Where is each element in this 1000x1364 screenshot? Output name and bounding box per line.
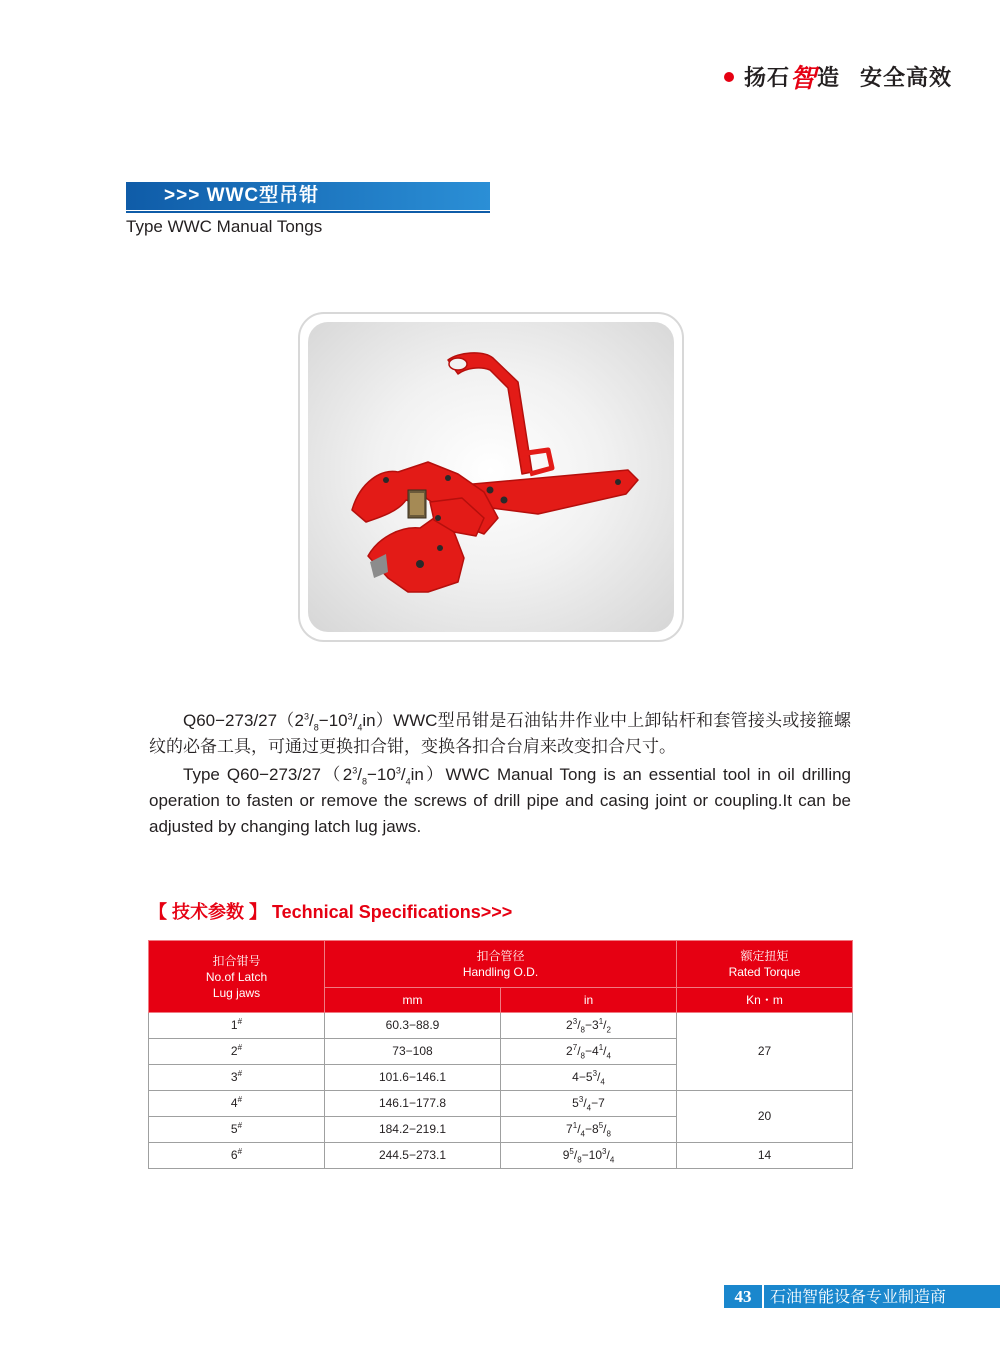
latch-no-cell: 6# [149, 1143, 325, 1169]
od-in-cell: $9^5/_8-10^3/_4$ [501, 1143, 677, 1169]
description-english: Type $Q60-273/27(2^3/_8-10^3/_4in)WWC$ Manual Tong is an essential tool in oil drilling operation to fasten or remove the screws of drill pipe and casing joint or coupling.It can be adjusted by changing latch lug jaws. [149, 765, 852, 836]
table-row [149, 1143, 853, 1169]
product-photo-frame [298, 312, 684, 642]
od-mm-cell: 73−108 [325, 1039, 501, 1065]
od-mm-cell: 146.1−177.8 [325, 1091, 501, 1117]
page-footer [724, 1285, 1000, 1308]
table-row [149, 1091, 853, 1117]
col-torque-header: 额定扭矩 Rated Torque [677, 941, 853, 988]
latch-no-cell: 4# [149, 1091, 325, 1117]
page-number: 43 [734, 1287, 752, 1306]
slogan-highlight: 智 [789, 63, 817, 93]
od-mm-cell: 244.5−273.1 [325, 1143, 501, 1169]
section-subtitle: Type WWC Manual Tongs [126, 217, 323, 236]
specs-heading: 【 技术参数 】 Technical Specifications>>> [149, 902, 513, 922]
od-in-cell: $2^3/_8-3^1/_2$ [501, 1013, 677, 1039]
col-mm-unit: mm [325, 988, 501, 1013]
od-mm-cell: 101.6−146.1 [325, 1065, 501, 1091]
latch-no-cell: 5# [149, 1117, 325, 1143]
od-in-cell: $2^7/_8-4^1/_4$ [501, 1039, 677, 1065]
torque-cell: 14 [677, 1143, 853, 1169]
od-mm-cell: 184.2−219.1 [325, 1117, 501, 1143]
description-chinese: $Q60-273/27(2^3/_8-10^3/_4in)WWC$型吊钳是石油钻井作业中上卸钻杆和套管接头或接箍螺纹的必备工具，可通过更换扣合钳，变换各扣合台肩来改变扣合尺寸。 [149, 711, 851, 756]
torque-cell: 20 [677, 1091, 853, 1143]
product-photo [308, 322, 674, 632]
latch-no-cell: 2# [149, 1039, 325, 1065]
col-od-header: 扣合管径 Handling O.D. [325, 941, 677, 988]
col-latch-header: 扣合钳号 No.of Latch Lug jaws [149, 941, 325, 1013]
od-in-cell: $7^1/_4-8^5/_8$ [501, 1117, 677, 1143]
od-in-cell: $5^3/_4-7$ [501, 1091, 677, 1117]
slogan-part2: 造 [816, 65, 840, 90]
bullet-dot-icon [724, 72, 734, 82]
latch-no-cell: 3# [149, 1065, 325, 1091]
table-row [149, 1013, 853, 1039]
manual-tong-photo-icon [308, 322, 674, 632]
header-slogan [724, 58, 952, 95]
col-in-unit: in [501, 988, 677, 1013]
slogan-part3: 安全高效 [859, 65, 952, 90]
slogan-part1: 扬石 [743, 65, 790, 90]
specs-table [148, 940, 853, 1169]
od-in-cell: $4-5^3/_4$ [501, 1065, 677, 1091]
torque-cell: 27 [677, 1013, 853, 1091]
section-title-bar: >>> WWC型吊钳 [126, 182, 490, 210]
footer-text: 石油智能设备专业制造商 [770, 1289, 947, 1306]
latch-no-cell: 1# [149, 1013, 325, 1039]
od-mm-cell: 60.3−88.9 [325, 1013, 501, 1039]
col-torque-unit: Kn・m [677, 988, 853, 1013]
section-rule [126, 211, 490, 213]
